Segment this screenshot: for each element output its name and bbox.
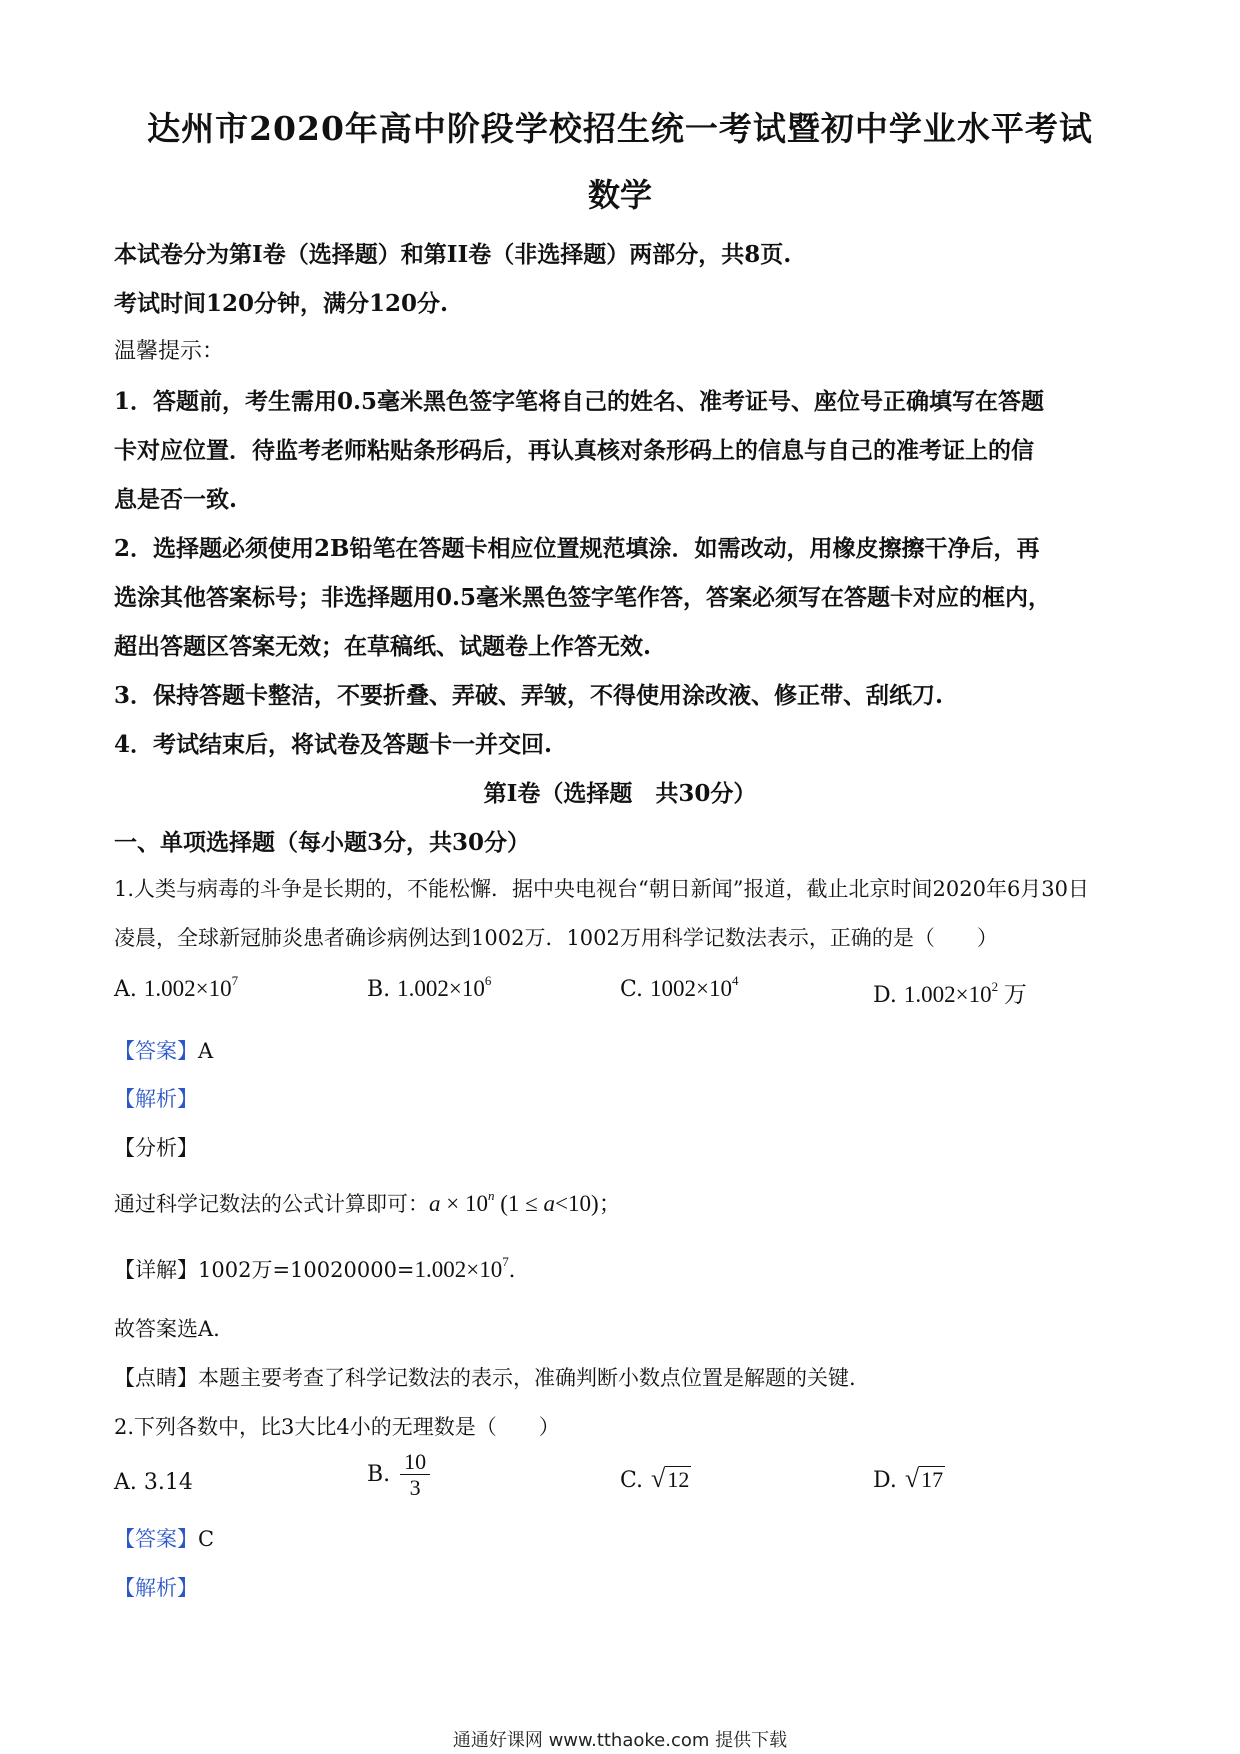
option-value: $1002\times 10^4$: [650, 973, 739, 1001]
tip-line-2: 卡对应位置．待监考老师粘贴条形码后，再认真核对条形码上的信息与自己的准考证上的信: [114, 437, 1034, 464]
q1-fenxi-tag: 【分析】: [114, 1136, 198, 1160]
option-label: C.: [620, 977, 644, 1002]
q1-option-d: [873, 976, 1027, 1009]
detail-tag: 【详解】: [114, 1258, 198, 1282]
exam-title: 达州市2020年高中阶段学校招生统一考试暨初中学业水平考试: [147, 109, 1093, 148]
sqrt-icon: √ 12: [651, 1464, 690, 1494]
sqrt-icon: √ 17: [904, 1464, 944, 1494]
q2-option-d: D. √ 17: [873, 1464, 944, 1494]
tip-line-3: 息是否一致.: [114, 486, 238, 513]
q1-option-b: [367, 973, 492, 1002]
tips-heading: 温馨提示：: [114, 339, 225, 364]
q1-comment: 【点睛】本题主要考查了科学记数法的表示，准确判断小数点位置是解题的关键.: [114, 1366, 856, 1390]
option-label: B.: [367, 977, 391, 1002]
subject-title: 数学: [587, 176, 652, 214]
q1-option-c: [620, 973, 739, 1002]
answer-value: C: [198, 1527, 215, 1551]
option-value: $1.002\times 10^7$: [143, 973, 239, 1001]
q1-answer: [114, 1035, 213, 1065]
q1-conclusion: 故答案选A.: [114, 1317, 220, 1341]
q1-stem-line-2: 凌晨，全球新冠肺炎患者确诊病例达到1002万．1002万用科学记数法表示，正确的是（ ）: [114, 926, 998, 950]
intro-line-2: 考试时间120分钟，满分120分.: [114, 290, 449, 317]
option-label: A.: [114, 977, 137, 1002]
q2-option-b: B. $\frac{10}{3}$: [367, 1450, 430, 1499]
q1-stem-line-1: 1.人类与病毒的斗争是长期的，不能松懈．据中央电视台“朝日新闻”报道，截止北京时间2020年6月30日: [114, 877, 1090, 901]
answer-tag: 【答案】: [114, 1527, 198, 1551]
footer-watermark: 通通好课网 www.tthaoke.com 提供下载: [452, 1730, 788, 1751]
tip-line-6: 超出答题区答案无效；在草稿纸、试题卷上作答无效.: [114, 633, 652, 660]
comment-tag: 【点睛】: [114, 1366, 198, 1390]
tip-line-8: 4．考试结束后，将试卷及答题卡一并交回.: [114, 731, 553, 758]
q1-option-a: [114, 973, 239, 1002]
tip-line-7: 3．保持答题卡整洁，不要折叠、弄破、弄皱，不得使用涂改液、修正带、刮纸刀.: [114, 682, 944, 709]
q2-answer: [114, 1523, 214, 1553]
q1-detail-line: 【详解】1002万$=10020000=1.002\times 10^7$．: [114, 1254, 530, 1282]
q2-option-a: A. 3.14: [114, 1470, 193, 1495]
answer-tag: 【答案】: [114, 1039, 198, 1063]
intro-line-1: 本试卷分为第I卷（选择题）和第II卷（非选择题）两部分，共8页.: [114, 241, 792, 268]
q1-analysis-tag: 【解析】: [114, 1087, 198, 1111]
fraction: $\frac{10}{3}$: [400, 1450, 430, 1499]
q2-analysis-tag: 【解析】: [114, 1576, 198, 1600]
section1-heading: 一、单项选择题（每小题3分，共30分）: [114, 829, 531, 856]
option-value: $1.002\times 10^2$ 万: [903, 979, 1027, 1007]
option-label: D.: [873, 983, 897, 1008]
q1-method-line: 通过科学记数法的公式计算即可：$a \times 10^n$ (1 ≤ a<10)；: [114, 1188, 622, 1216]
tip-line-1: 1．答题前，考生需用0.5毫米黑色签字笔将自己的姓名、准考证号、座位号正确填写在答题: [114, 388, 1045, 415]
tip-line-5: 选涂其他答案标号；非选择题用0.5毫米黑色签字笔作答，答案必须写在答题卡对应的框内，: [114, 584, 1052, 611]
part1-heading: 第I卷（选择题 共30分）: [483, 780, 757, 807]
answer-value: A: [198, 1039, 214, 1063]
q2-option-c: C. √ 12: [620, 1464, 690, 1494]
tip-line-4: 2．选择题必须使用2B铅笔在答题卡相应位置规范填涂．如需改动，用橡皮擦擦干净后，再: [114, 535, 1040, 562]
q2-stem: 2.下列各数中，比3大比4小的无理数是（ ）: [114, 1415, 560, 1439]
option-value: $1.002\times 10^6$: [397, 973, 492, 1001]
